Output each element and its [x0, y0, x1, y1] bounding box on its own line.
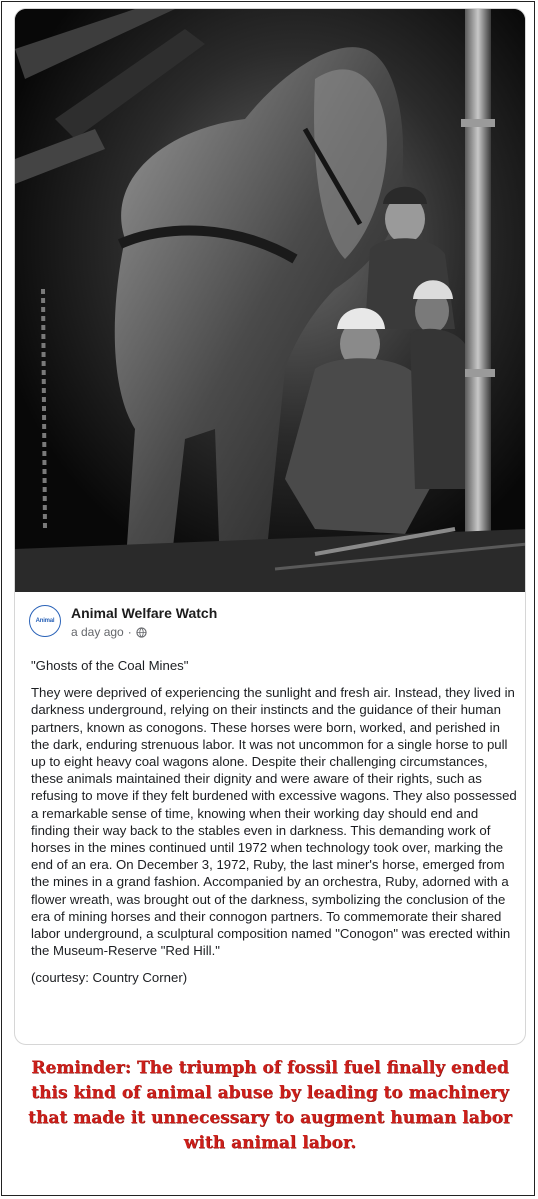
post-body: [31, 657, 517, 987]
post-photo[interactable]: [15, 9, 526, 592]
page-name-link[interactable]: Animal Welfare Watch: [71, 605, 218, 621]
post-title: "Ghosts of the Coal Mines": [31, 658, 189, 673]
post-meta: [71, 625, 147, 639]
globe-icon: [136, 627, 147, 638]
post-timestamp[interactable]: a day ago: [71, 625, 124, 639]
screenshot-frame: [1, 1, 535, 1196]
post-header: [29, 603, 509, 643]
post-text: They were deprived of experiencing the sunlight and fresh air. Instead, they lived in darkness underground, relying on their instincts and the guidance of their human partners, known as conogons. These horses were born, worked, and perished in the dark, enduring strenuous labor. It was not uncommon for a single horse to pull up to eight heavy coal wagons alone. Despite their challenging circumstances, these animals maintained their dignity and were aware of their rights, such as refusing to move if they felt burdened with excessive wagons. They also possessed a remarkable sense of time, knowing when their working day should end and finding their way back to the stables even in darkness. This demanding work of horses in the mines continued until 1972 when technology took over, marking the end of an era. On December 3, 1972, Ruby, the last miner's horse, emerged from the mines in a grand fashion. Accompanied by an orchestra, Ruby, adorned with a flower wreath, was brought out of the darkness, symbolizing the conclusion of the era of mining horses and their connogon partners. To commemorate their shared labor underground, a sculptural composition named "Conogon" was erected within the Museum-Reserve "Red Hill.": [31, 685, 517, 959]
post-courtesy: (courtesy: Country Corner): [31, 970, 188, 986]
coal-mine-horse-photo: [15, 9, 526, 592]
avatar-label: Animal: [35, 618, 55, 624]
facebook-post-card: [14, 8, 526, 1045]
meta-separator: ·: [127, 625, 132, 639]
page-avatar[interactable]: [29, 605, 61, 637]
reminder-caption: Reminder: The triumph of fossil fuel finally ended this kind of animal abuse by leading to machinery that made it unnecessary to augment human labor with animal labor.: [28, 1058, 512, 1153]
